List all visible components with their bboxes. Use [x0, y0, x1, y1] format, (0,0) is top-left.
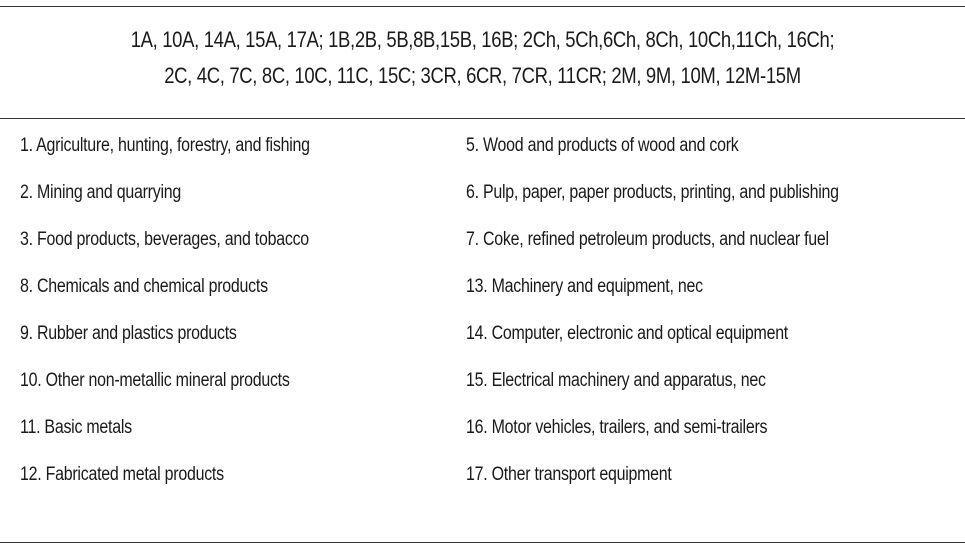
table-top-rule: [0, 6, 965, 7]
list-item: 3. Food products, beverages, and tobacco: [20, 229, 309, 250]
list-item: 1. Agriculture, hunting, forestry, and fishing: [20, 135, 310, 156]
list-item: 9. Rubber and plastics products: [20, 323, 237, 344]
list-item: 8. Chemicals and chemical products: [20, 276, 268, 297]
list-item: 14. Computer, electronic and optical equipment: [466, 323, 788, 344]
table-bottom-rule: [0, 542, 965, 543]
list-item: 10. Other non-metallic mineral products: [20, 370, 290, 391]
list-item: 12. Fabricated metal products: [20, 464, 224, 485]
list-item: 2. Mining and quarrying: [20, 182, 182, 203]
table-header: [77, 22, 888, 94]
list-item: 17. Other transport equipment: [466, 464, 672, 485]
list-item: 16. Motor vehicles, trailers, and semi-trailers: [466, 417, 768, 438]
list-item: 5. Wood and products of wood and cork: [466, 135, 739, 156]
list-item: 7. Coke, refined petroleum products, and nuclear fuel: [466, 229, 829, 250]
right-column-list: [466, 132, 910, 508]
list-item: 13. Machinery and equipment, nec: [466, 276, 703, 297]
table-header-rule: [0, 118, 965, 119]
list-item: 6. Pulp, paper, paper products, printing, and publishing: [466, 182, 839, 203]
header-line-1: 1A, 10A, 14A, 15A, 17A; 1B,2B, 5B,8B,15B, 16B; 2Ch, 5Ch,6Ch, 8Ch, 10Ch,11Ch, 16Ch;: [130, 27, 835, 52]
list-item: 15. Electrical machinery and apparatus, nec: [466, 370, 766, 391]
left-column-list: [20, 132, 365, 508]
header-line-2: 2C, 4C, 7C, 8C, 10C, 11C, 15C; 3CR, 6CR, 7CR, 11CR; 2M, 9M, 10M, 12M-15M: [164, 63, 801, 88]
list-item: 11. Basic metals: [20, 417, 132, 438]
